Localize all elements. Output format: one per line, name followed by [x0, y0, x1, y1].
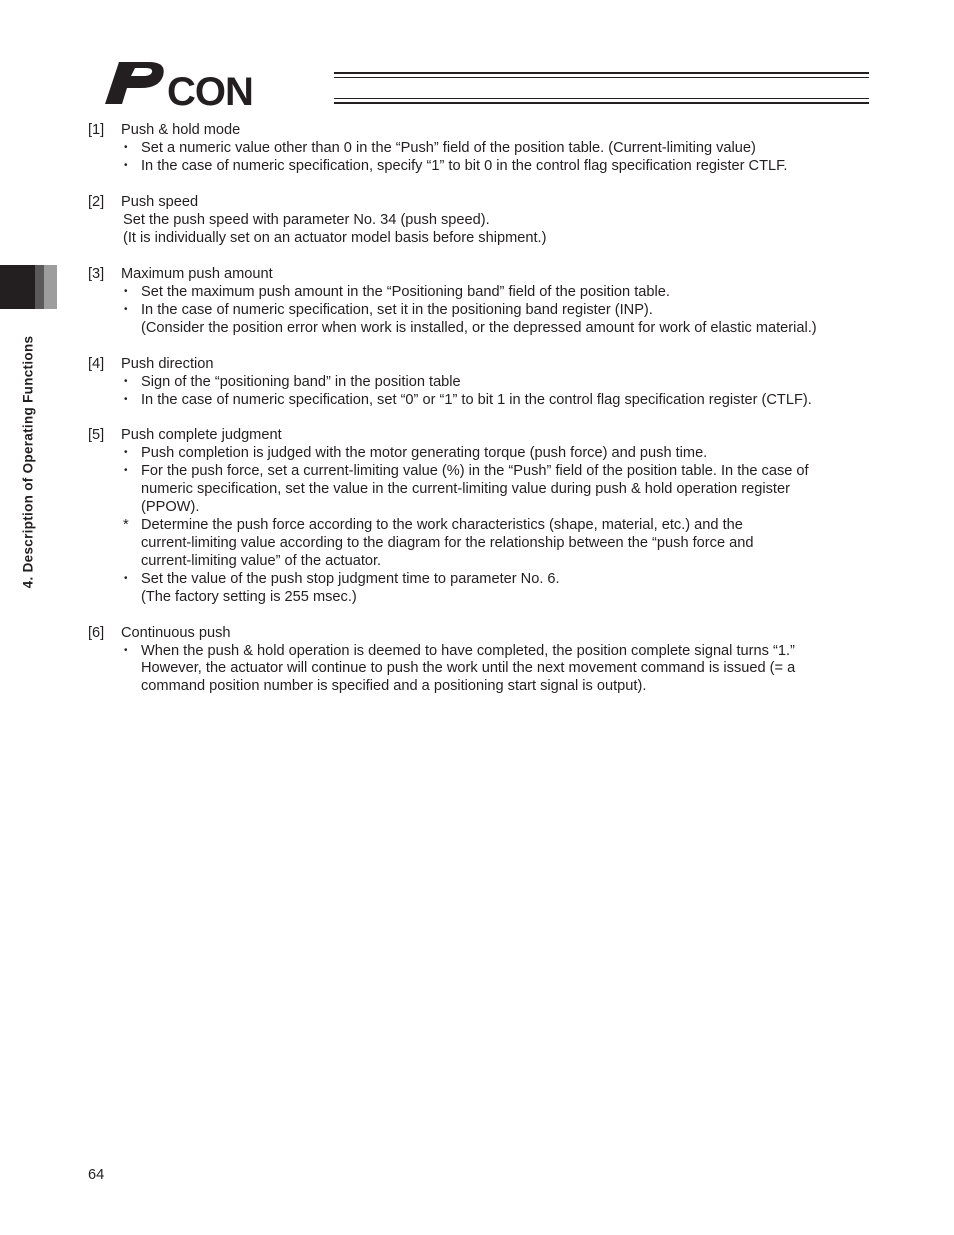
bullet-marker: •	[124, 160, 128, 171]
note-text: current-limiting value according to the diagram for the relationship between the “push force and	[141, 535, 754, 551]
bullet-text: numeric specification, set the value in the current-limiting value during push & hold operation register	[141, 481, 790, 497]
section-number: [6]	[88, 625, 105, 641]
note-text: current-limiting value” of the actuator.	[141, 553, 382, 569]
note-marker: *	[123, 517, 129, 533]
section-number: [4]	[88, 356, 105, 372]
note-text: Determine the push force according to the work characteristics (shape, material, etc.) and the	[141, 517, 743, 533]
section-heading: Continuous push	[121, 625, 231, 641]
pcon-logo	[97, 56, 337, 108]
bullet-marker: •	[124, 376, 128, 387]
bullet-text: In the case of numeric specification, set it in the positioning band register (INP).	[141, 302, 653, 318]
bullet-marker: •	[124, 465, 128, 476]
bullet-text: Sign of the “positioning band” in the position table	[141, 374, 461, 390]
paragraph-text: (It is individually set on an actuator model basis before shipment.)	[123, 230, 547, 246]
bullet-text: (Consider the position error when work is installed, or the depressed amount for work of elastic material.)	[141, 320, 817, 336]
bullet-marker: •	[124, 447, 128, 458]
page-number: 64	[88, 1167, 105, 1183]
bullet-marker: •	[124, 645, 128, 656]
section-heading: Push & hold mode	[121, 122, 241, 138]
header-rule	[334, 77, 869, 78]
bullet-marker: •	[124, 142, 128, 153]
section-number: [1]	[88, 122, 105, 138]
section-heading: Push complete judgment	[121, 427, 282, 443]
bullet-marker: •	[124, 286, 128, 297]
bullet-text: (PPOW).	[141, 499, 200, 515]
bullet-marker: •	[124, 394, 128, 405]
bullet-text: In the case of numeric specification, specify “1” to bit 0 in the control flag specification register CTLF.	[141, 158, 788, 174]
section-heading: Push speed	[121, 194, 199, 210]
chapter-tab-block	[44, 265, 57, 309]
chapter-tab-block	[35, 265, 44, 309]
bullet-text: (The factory setting is 255 msec.)	[141, 589, 357, 605]
bullet-text: Push completion is judged with the motor generating torque (push force) and push time.	[141, 445, 708, 461]
header-rule	[334, 72, 869, 74]
paragraph-text: Set the push speed with parameter No. 34 (push speed).	[123, 212, 490, 228]
svg-text:CON: CON	[167, 70, 253, 108]
bullet-text: For the push force, set a current-limiting value (%) in the “Push” field of the position table. In the case of	[141, 463, 809, 479]
header-rule	[334, 102, 869, 104]
bullet-text: Set the value of the push stop judgment time to parameter No. 6.	[141, 571, 560, 587]
header-rule	[334, 98, 869, 99]
bullet-text: In the case of numeric specification, set “0” or “1” to bit 1 in the control flag specification register (CTLF).	[141, 392, 812, 408]
section-heading: Push direction	[121, 356, 214, 372]
bullet-text: When the push & hold operation is deemed to have completed, the position complete signal turns “1.”	[141, 643, 795, 659]
chapter-tab-block	[0, 265, 35, 309]
bullet-text: command position number is specified and a positioning start signal is output).	[141, 678, 647, 694]
section-heading: Maximum push amount	[121, 266, 273, 282]
bullet-text: However, the actuator will continue to push the work until the next movement command is issued (= a	[141, 660, 796, 676]
bullet-text: Set a numeric value other than 0 in the “Push” field of the position table. (Current-limiting value)	[141, 140, 756, 156]
bullet-marker: •	[124, 573, 128, 584]
section-number: [5]	[88, 427, 105, 443]
bullet-marker: •	[124, 304, 128, 315]
section-number: [3]	[88, 266, 105, 282]
section-number: [2]	[88, 194, 105, 210]
chapter-tab-label: 4. Description of Operating Functions	[20, 335, 36, 589]
bullet-text: Set the maximum push amount in the “Positioning band” field of the position table.	[141, 284, 670, 300]
